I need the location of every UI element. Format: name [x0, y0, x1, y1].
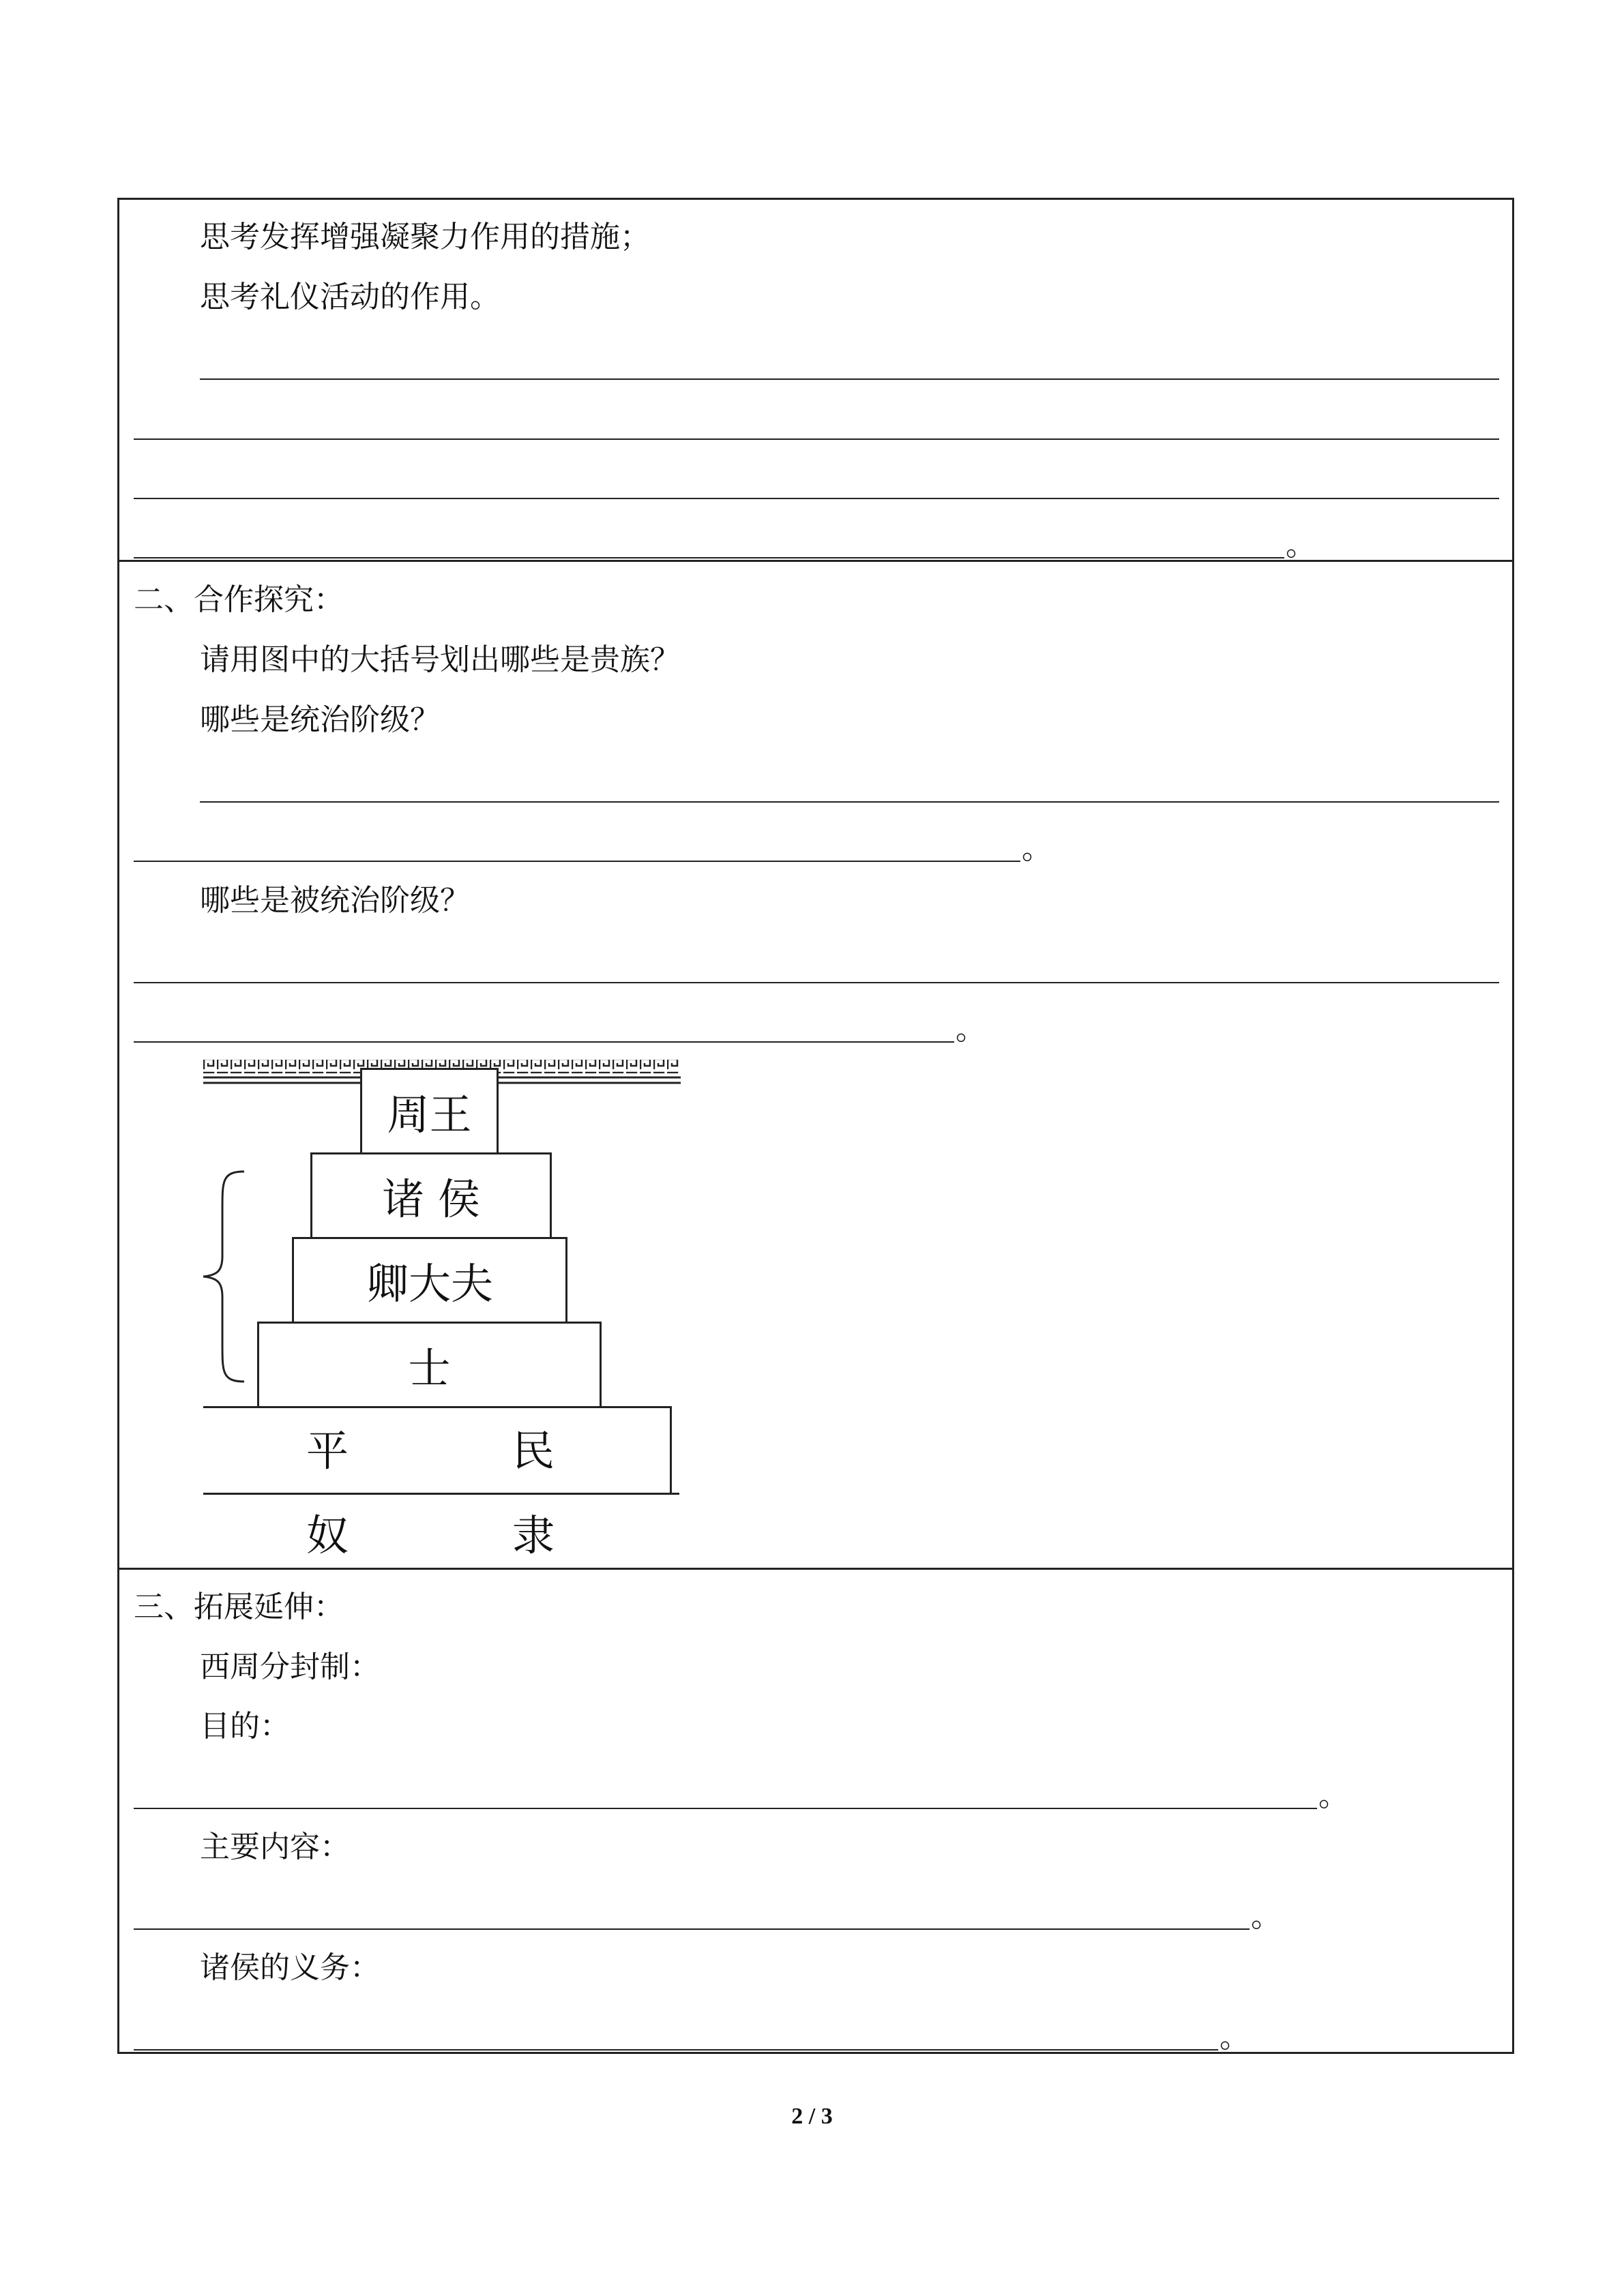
period-mark: 。	[956, 1012, 986, 1047]
answer-line[interactable]	[134, 1928, 1250, 1930]
period-mark: 。	[1022, 831, 1052, 866]
section-1-line-2: 思考礼仪活动的作用。	[200, 280, 500, 314]
answer-line[interactable]	[134, 1041, 954, 1043]
question-nobles: 请用图中的大括号划出哪些是贵族？	[200, 642, 680, 677]
pyramid-commoners-row	[203, 1406, 672, 1493]
answer-line[interactable]	[200, 801, 1499, 803]
pyramid-lords: 诸 侯	[310, 1152, 552, 1239]
answer-line[interactable]	[134, 982, 1499, 983]
answer-line[interactable]	[134, 557, 1284, 558]
answer-line[interactable]	[134, 2049, 1218, 2051]
commoners-baseline	[203, 1493, 679, 1495]
commoners-char-1: 平	[306, 1426, 349, 1476]
slaves-char-1: 奴	[306, 1510, 349, 1560]
question-ruled-class: 哪些是被统治阶级？	[200, 883, 470, 918]
pyramid-king: 周王	[360, 1068, 499, 1154]
curly-brace	[198, 1167, 252, 1386]
content-label: 主要内容：	[200, 1830, 350, 1864]
question-ruling-class: 哪些是统治阶级？	[200, 702, 440, 737]
section-1-line-1: 思考发挥增强凝聚力作用的措施；	[200, 220, 650, 254]
section-2-heading: 二、合作探究：	[134, 582, 344, 617]
duty-label: 诸侯的义务：	[200, 1950, 380, 1985]
period-mark: 。	[1251, 1899, 1281, 1934]
answer-line[interactable]	[134, 438, 1499, 440]
answer-line[interactable]	[134, 1808, 1317, 1809]
answer-line[interactable]	[200, 378, 1499, 380]
answer-line[interactable]	[134, 861, 1020, 862]
page-number: 2 / 3	[791, 2104, 833, 2129]
pyramid-ministers: 卿大夫	[292, 1237, 567, 1324]
period-mark: 。	[1220, 2020, 1250, 2055]
slaves-char-2: 隶	[512, 1510, 555, 1560]
topic-label: 西周分封制：	[200, 1650, 380, 1684]
answer-line[interactable]	[134, 498, 1499, 499]
commoners-char-2: 民	[512, 1426, 555, 1476]
period-mark: 。	[1318, 1778, 1348, 1813]
purpose-label: 目的：	[200, 1709, 290, 1744]
section-3-heading: 三、拓展延伸：	[134, 1590, 344, 1624]
period-mark: 。	[1286, 528, 1316, 563]
pyramid-scholars: 士	[257, 1322, 602, 1408]
